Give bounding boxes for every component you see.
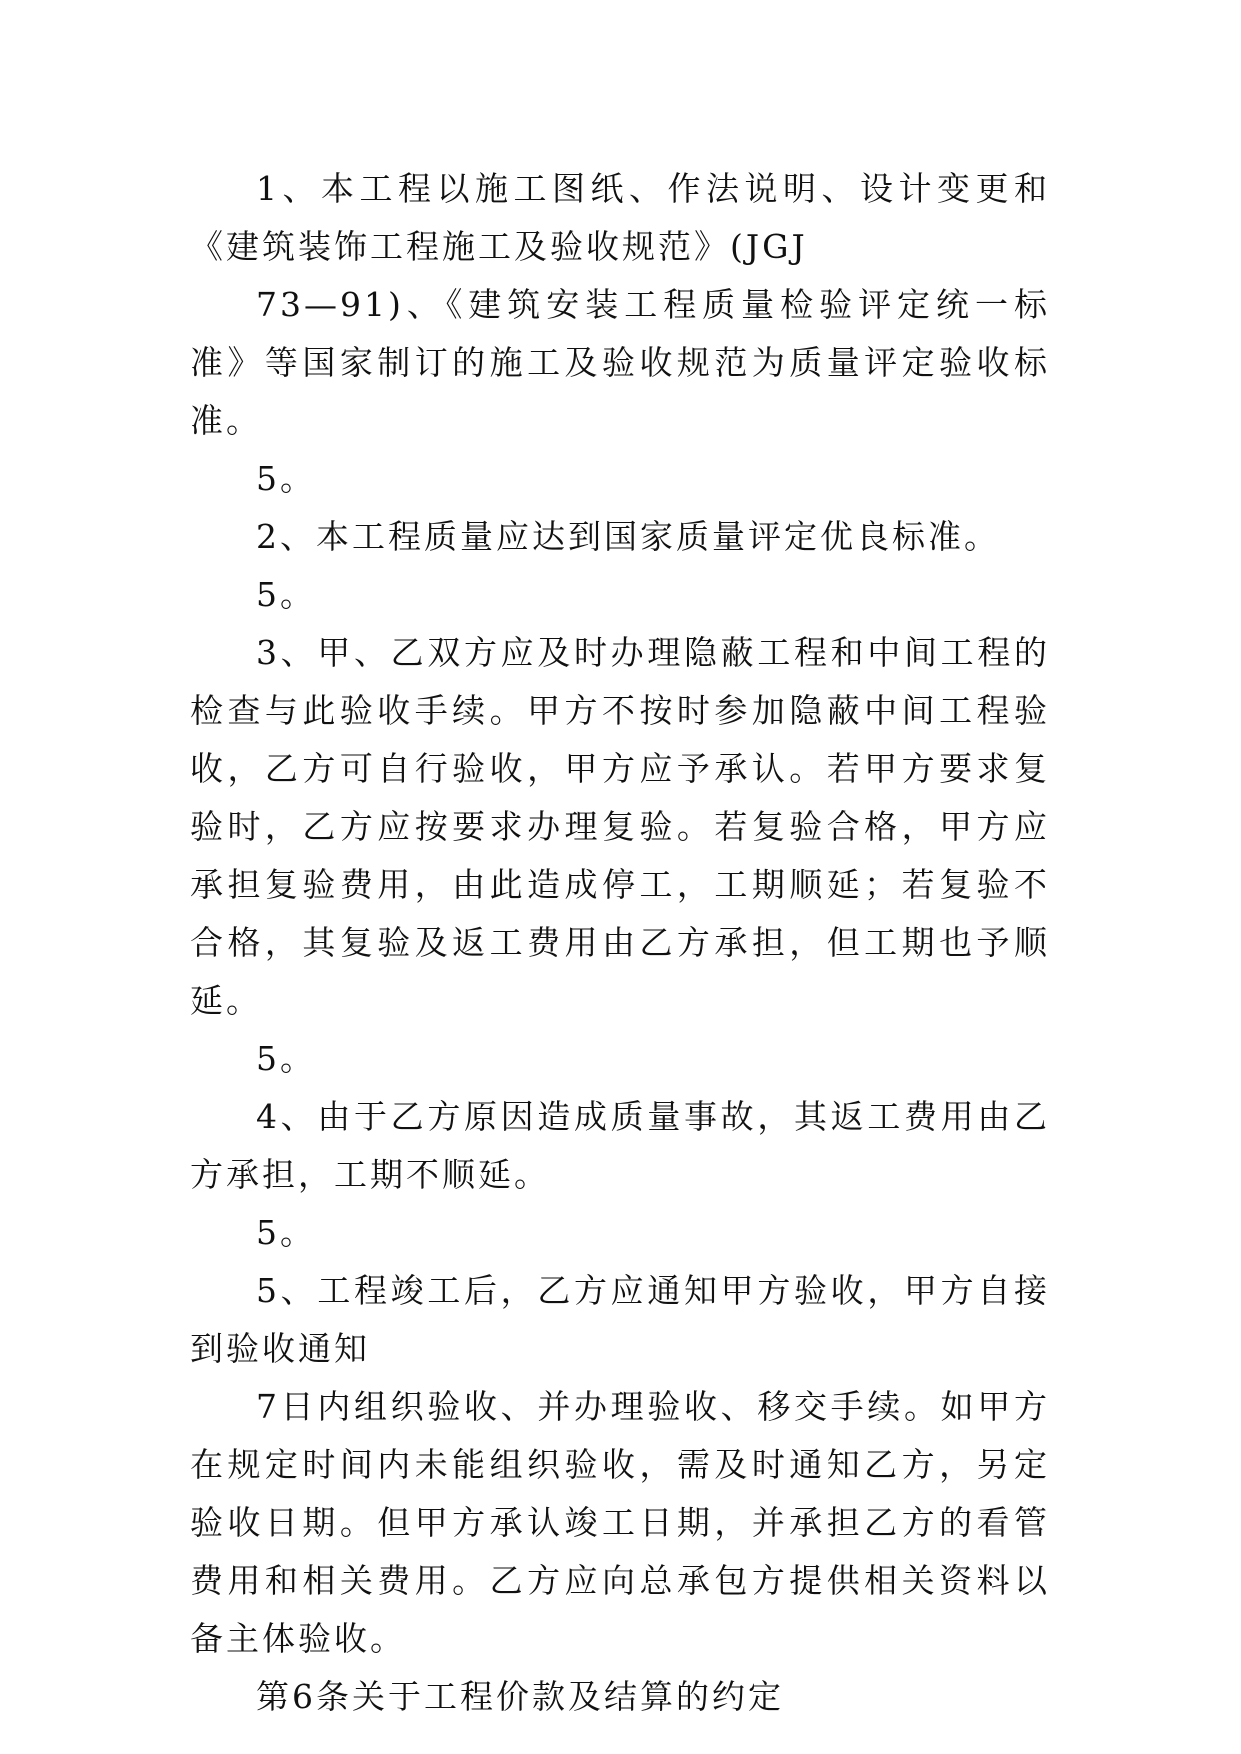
paragraph-clause-1-continued: 73—91)、《建筑安装工程质量检验评定统一标准》等国家制订的施工及验收规范为质量评定验收标准。 xyxy=(190,285,1050,440)
paragraph-clause-1: 1、本工程以施工图纸、作法说明、设计变更和《建筑装饰工程施工及验收规范》(JGJ xyxy=(190,169,1050,266)
paragraph-number: 5。 xyxy=(256,1039,316,1078)
paragraph-clause-4: 4、由于乙方原因造成质量事故，其返工费用由乙方承担，工期不顺延。 xyxy=(190,1097,1050,1194)
paragraph-clause-5-continued: 7日内组织验收、并办理验收、移交手续。如甲方在规定时间内未能组织验收，需及时通知乙方，另定验收日期。但甲方承认竣工日期，并承担乙方的看管费用和相关费用。乙方应向总承包方提供相关资料以备主体验收。 xyxy=(190,1387,1050,1658)
paragraph-clause-2: 2、本工程质量应达到国家质量评定优良标准。 xyxy=(256,517,1000,556)
paragraph-number: 5。 xyxy=(256,575,316,614)
paragraph-clause-5: 5、工程竣工后，乙方应通知甲方验收，甲方自接到验收通知 xyxy=(190,1271,1050,1368)
paragraph-clause-3: 3、甲、乙双方应及时办理隐蔽工程和中间工程的检查与此验收手续。甲方不按时参加隐蔽中间工程验收，乙方可自行验收，甲方应予承认。若甲方要求复验时，乙方应按要求办理复验。若复验合格，甲方应承担复验费用，由此造成停工，工期顺延；若复验不合格，其复验及返工费用由乙方承担，但工期也予顺延。 xyxy=(190,633,1050,1020)
paragraph-number: 5。 xyxy=(256,1213,316,1252)
document-body xyxy=(190,160,1050,1726)
section-heading-article-6: 第6条关于工程价款及结算的约定 xyxy=(256,1677,784,1716)
paragraph-number: 5。 xyxy=(256,459,316,498)
